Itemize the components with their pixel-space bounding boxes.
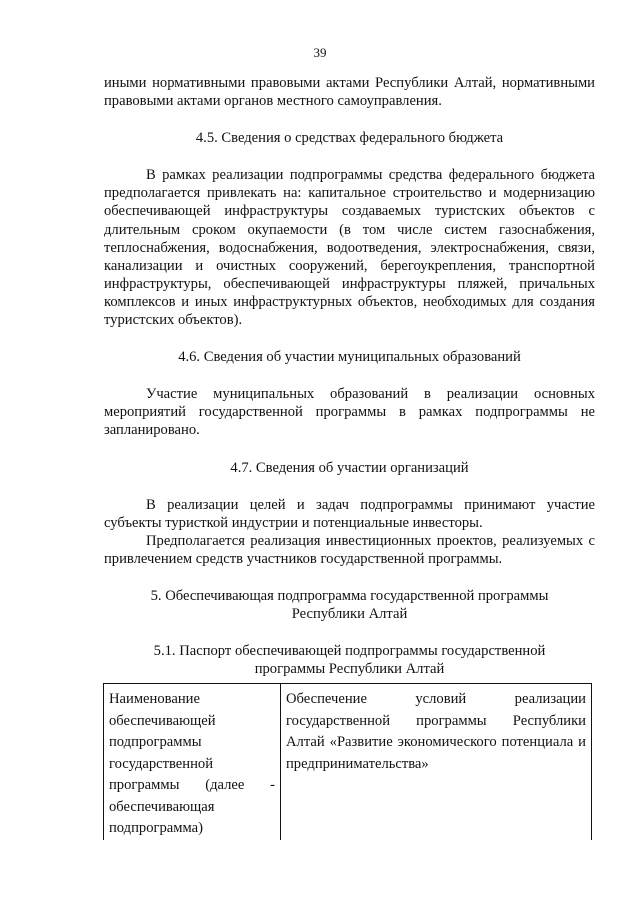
page-number: 39	[313, 45, 327, 60]
passport-label-line: обеспечивающей	[109, 712, 216, 729]
section-4-5-heading: 4.5. Сведения о средствах федерального бюджета	[195, 130, 504, 147]
section-4-7-paragraph-2: Предполагается реализация инвестиционных проектов, реализуемых с привлечением средств участников государственной программы.	[104, 532, 595, 567]
passport-label-line: Наименование	[109, 691, 200, 707]
passport-label-line: подпрограммы	[109, 734, 202, 750]
passport-label-line: обеспечивающая	[109, 798, 215, 815]
passport-label-line: подпрограмма)	[109, 820, 203, 836]
section-5-1-heading-line-1: 5.1. Паспорт обеспечивающей подпрограммы государственной	[153, 643, 546, 660]
section-5-1-heading	[104, 642, 595, 678]
section-5-1-heading-line-2: программы Республики Алтай	[254, 661, 445, 678]
passport-value-cell	[281, 684, 592, 840]
section-4-7-heading: 4.7. Сведения об участии организаций	[230, 459, 469, 476]
passport-value-line: Алтай «Развитие экономического потенциала и	[286, 734, 586, 750]
section-5-heading-line-2: Республики Алтай	[291, 606, 408, 623]
passport-value-line: Обеспечение условий реализации	[286, 691, 586, 707]
passport-label-line: государственной	[109, 755, 214, 772]
section-4-6-paragraph: Участие муниципальных образований в реализации основных мероприятий государственной программы в рамках подпрограммы не запланировано.	[104, 386, 595, 439]
section-4-6-heading: 4.6. Сведения об участии муниципальных образований	[178, 349, 521, 366]
document-content	[104, 74, 595, 678]
passport-table	[103, 683, 592, 840]
passport-label-line: программы (далее -	[109, 777, 275, 793]
passport-value-line: государственной программы Республики	[286, 712, 586, 729]
passport-label-cell	[104, 684, 281, 840]
intro-paragraph: иными нормативными правовыми актами Республики Алтай, нормативными правовыми актами органов местного самоуправления.	[104, 75, 595, 110]
section-4-7-paragraph-1: В реализации целей и задач подпрограммы принимают участие субъекты туристкой индустрии и потенциальные инвесторы.	[104, 496, 595, 531]
section-5-heading	[104, 587, 595, 623]
section-5-heading-line-1: 5. Обеспечивающая подпрограмма государственной программы	[150, 587, 549, 604]
section-4-5-paragraph: В рамках реализации подпрограммы средства федерального бюджета предполагается привлекать на: капитальное строительство и модернизацию обеспечивающей инфраструктуры создаваемых туристских объектов с длительным сроком окупаемости (в том числе систем газоснабжения, теплоснабжения, водоснабжения, водоотведения, электроснабжения, связи, канализации и очистных сооружений, берегоукрепления, транспортной инфраструктуры, обеспечивающей инфраструктуры пляжей, причальных комплексов и иных инфраструктурных объектов, необходимых для создания туристских объектов).	[104, 167, 595, 329]
passport-table-row	[104, 684, 592, 840]
passport-value-line: предпринимательства»	[286, 755, 429, 772]
